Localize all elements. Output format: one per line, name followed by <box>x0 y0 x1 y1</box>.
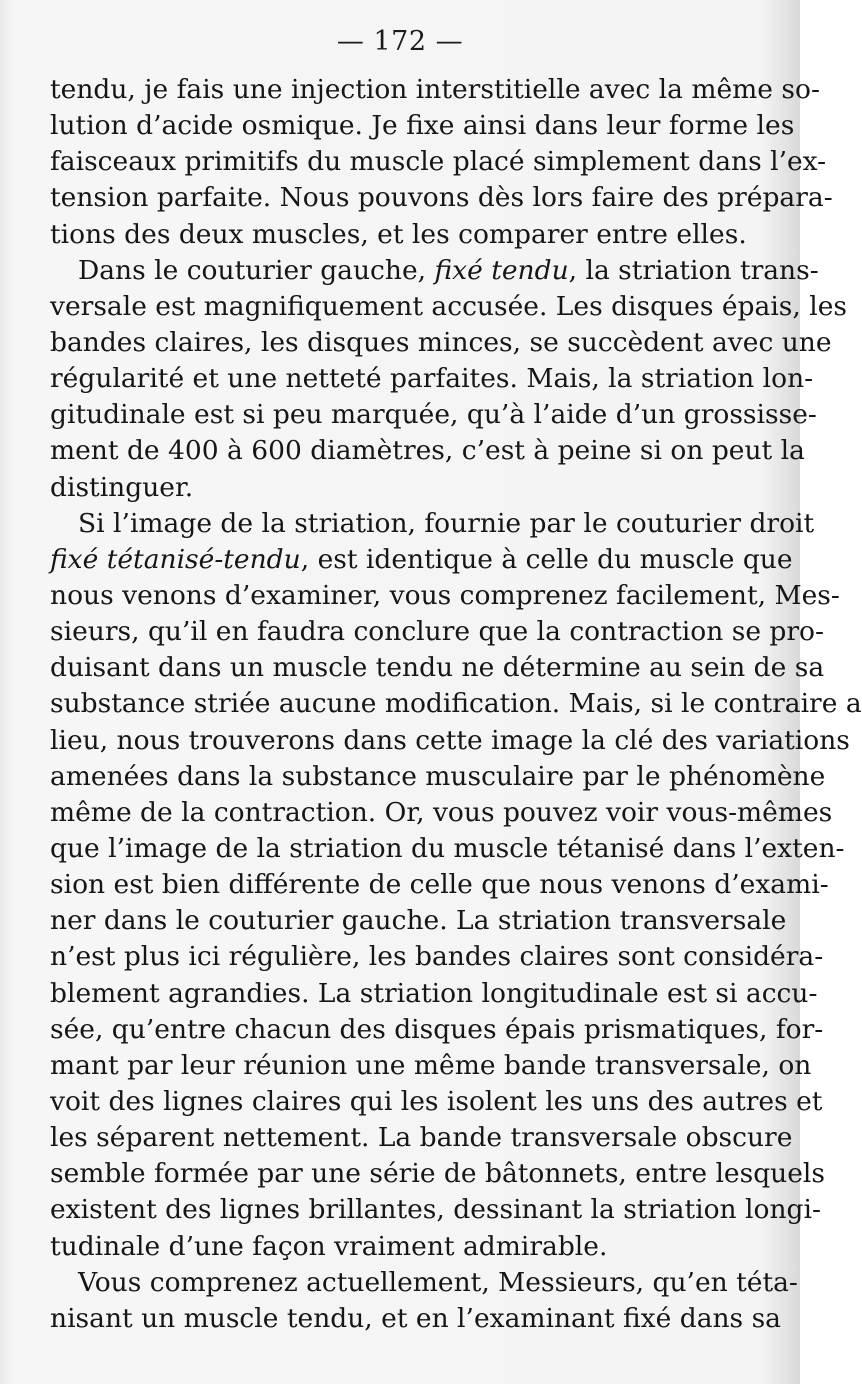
text-line <box>50 976 818 1012</box>
text-segment: Si l’image de la striation, fournie par le couturier droit <box>78 507 815 539</box>
text-line <box>50 1229 756 1265</box>
text-line <box>50 831 845 867</box>
text-line <box>50 939 824 975</box>
text-line <box>50 1120 793 1156</box>
text-segment: nous venons d’examiner, vous comprenez facilement, Mes- <box>50 579 840 611</box>
text-line <box>50 433 805 469</box>
text-segment: existent des lignes brillantes, dessinant la striation longi- <box>50 1194 821 1226</box>
text-line <box>50 1048 812 1084</box>
text-segment: blement agrandies. La striation longitudinale est si accu- <box>50 977 818 1009</box>
text-line <box>50 397 817 433</box>
text-segment: distinguer. <box>50 471 194 503</box>
text-segment: les séparent nettement. La bande transversale obscure <box>50 1122 793 1154</box>
text-line <box>50 253 819 289</box>
text-segment: semble formée par une série de bâtonnets, entre lesquels <box>50 1158 825 1190</box>
text-segment: , la striation trans- <box>568 254 819 286</box>
text-line <box>50 542 793 578</box>
text-line <box>50 723 850 759</box>
text-line <box>50 1265 798 1301</box>
italic-text: fixé tendu <box>434 254 569 286</box>
text-segment: Vous comprenez actuellement, Messieurs, qu’en téta- <box>78 1266 798 1298</box>
text-segment: nisant un muscle tendu, et en l’examinant fixé dans sa <box>50 1302 781 1334</box>
text-line <box>50 506 815 542</box>
text-segment: voit des lignes claires qui les isolent les uns des autres et <box>50 1085 823 1117</box>
text-line <box>50 1192 821 1228</box>
text-segment: tendu, je fais une injection interstitielle avec la même so- <box>50 74 820 105</box>
text-segment: lution d’acide osmique. Je fixe ainsi dans leur forme les <box>50 110 795 142</box>
text-segment: amenées dans la substance musculaire par le phénomène <box>50 760 826 792</box>
text-segment: même de la contraction. Or, vous pouvez voir vous-mêmes <box>50 796 833 828</box>
text-line <box>50 759 826 795</box>
text-segment: , est identique à celle du muscle que <box>300 543 793 575</box>
text-line <box>50 470 756 506</box>
text-line <box>50 361 814 397</box>
text-line <box>50 325 832 361</box>
text-segment: substance striée aucune modification. Mais, si le contraire a <box>50 688 862 720</box>
text-segment: que l’image de la striation du muscle tétanisé dans l’exten- <box>50 832 845 864</box>
text-segment: régularité et une netteté parfaites. Mais, la striation lon- <box>50 363 814 395</box>
text-segment: lieu, nous trouverons dans cette image la clé des variations <box>50 724 850 756</box>
text-line <box>50 614 824 650</box>
text-segment: tension parfaite. Nous pouvons dès lors faire des prépara- <box>50 182 833 214</box>
text-line <box>50 650 825 686</box>
text-segment: Dans le couturier gauche, <box>78 254 435 286</box>
text-line <box>50 686 862 722</box>
text-line <box>50 289 847 325</box>
text-segment: tudinale d’une façon vraiment admirable. <box>50 1230 608 1262</box>
text-segment: n’est plus ici régulière, les bandes claires sont considéra- <box>50 941 824 973</box>
text-line <box>50 578 840 614</box>
text-line <box>50 1156 825 1192</box>
italic-text: fixé tétanisé-tendu <box>50 543 301 575</box>
text-line <box>50 72 820 108</box>
body-text <box>50 72 862 1337</box>
text-segment: bandes claires, les disques minces, se succèdent avec une <box>50 326 832 358</box>
text-segment: versale est magnifiquement accusée. Les disques épais, les <box>50 290 847 322</box>
text-segment: mant par leur réunion une même bande transversale, on <box>50 1049 812 1081</box>
text-line <box>50 1301 781 1337</box>
text-line <box>50 1084 823 1120</box>
text-segment: sion est bien différente de celle que nous venons d’exami- <box>50 869 829 901</box>
text-segment: faisceaux primitifs du muscle placé simplement dans l’ex- <box>50 146 827 178</box>
text-segment: gitudinale est si peu marquée, qu’à l’aide d’un grossisse- <box>50 399 817 431</box>
text-segment: ment de 400 à 600 diamètres, c’est à peine si on peut la <box>50 435 805 467</box>
text-line <box>50 180 833 216</box>
text-line <box>50 108 795 144</box>
text-segment: sée, qu’entre chacun des disques épais prismatiques, for- <box>50 1013 824 1045</box>
text-line <box>50 795 833 831</box>
text-segment: tions des deux muscles, et les comparer entre elles. <box>50 218 747 250</box>
text-line <box>50 867 829 903</box>
text-segment: duisant dans un muscle tendu ne détermine au sein de sa <box>50 652 825 684</box>
text-line <box>50 903 787 939</box>
text-line <box>50 144 827 180</box>
text-segment: ner dans le couturier gauche. La striation transversale <box>50 905 787 937</box>
text-line <box>50 217 756 253</box>
text-segment: sieurs, qu’il en faudra conclure que la contraction se pro- <box>50 616 824 648</box>
text-line <box>50 1012 824 1048</box>
page-number: — 172 — <box>336 26 464 57</box>
